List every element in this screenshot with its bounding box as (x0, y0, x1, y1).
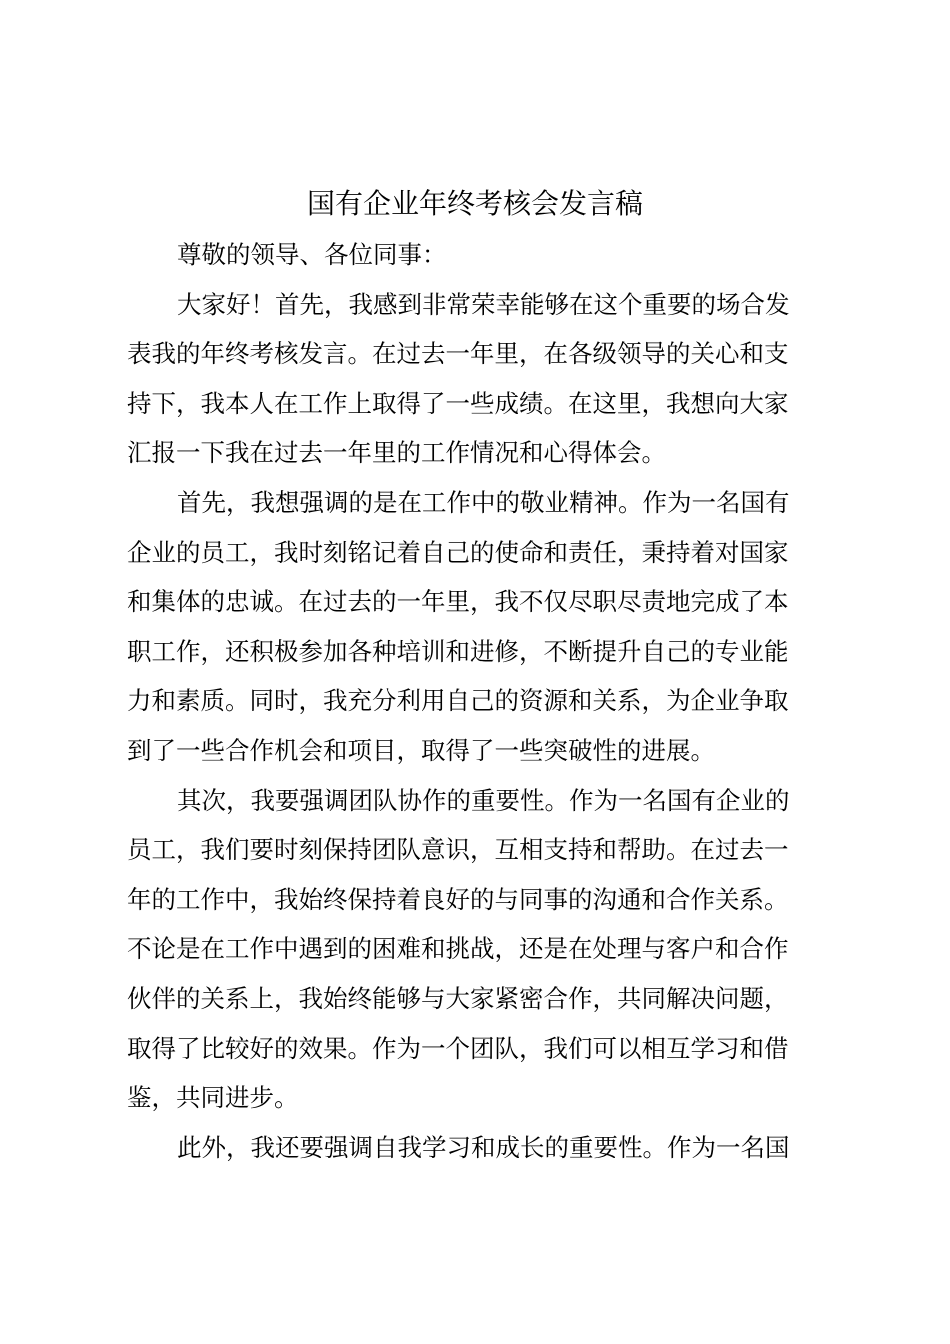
document-body (127, 230, 832, 1172)
paragraph-line: 企业的员工，我时刻铭记着自己的使命和责任，秉持着对国家 (127, 537, 789, 567)
paragraph-line: 其次，我要强调团队协作的重要性。作为一名国有企业的 (177, 785, 790, 815)
paragraph-line: 取得了比较好的效果。作为一个团队，我们可以相互学习和借 (127, 1033, 789, 1063)
paragraph-line: 年的工作中，我始终保持着良好的与同事的沟通和合作关系。 (127, 884, 789, 914)
document-title: 国有企业年终考核会发言稿 (306, 187, 643, 220)
paragraph-line: 员工，我们要时刻保持团队意识，互相支持和帮助。在过去一 (127, 835, 789, 865)
paragraph-line: 汇报一下我在过去一年里的工作情况和心得体会。 (127, 438, 666, 468)
paragraph-line: 表我的年终考核发言。在过去一年里，在各级领导的关心和支 (127, 339, 789, 369)
paragraph-line: 和集体的忠诚。在过去的一年里，我不仅尽职尽责地完成了本 (127, 587, 789, 617)
paragraph-line: 首先，我想强调的是在工作中的敬业精神。作为一名国有 (177, 487, 790, 517)
paragraph-line: 伙伴的关系上，我始终能够与大家紧密合作，共同解决问题， (127, 983, 789, 1013)
paragraph-line: 职工作，还积极参加各种培训和进修，不断提升自己的专业能 (127, 636, 789, 666)
paragraph-line: 不论是在工作中遇到的困难和挑战，还是在处理与客户和合作 (127, 934, 789, 964)
paragraph-line: 大家好！首先，我感到非常荣幸能够在这个重要的场合发 (177, 289, 790, 319)
paragraph-line: 鉴，共同进步。 (127, 1083, 299, 1113)
salutation-line: 尊敬的领导、各位同事： (177, 240, 447, 269)
paragraph-line: 力和素质。同时，我充分利用自己的资源和关系，为企业争取 (127, 686, 789, 716)
paragraph-line: 此外，我还要强调自我学习和成长的重要性。作为一名国 (177, 1132, 790, 1162)
paragraph-line: 到了一些合作机会和项目，取得了一些突破性的进展。 (127, 735, 715, 765)
paragraph-line: 持下，我本人在工作上取得了一些成绩。在这里，我想向大家 (127, 388, 789, 418)
